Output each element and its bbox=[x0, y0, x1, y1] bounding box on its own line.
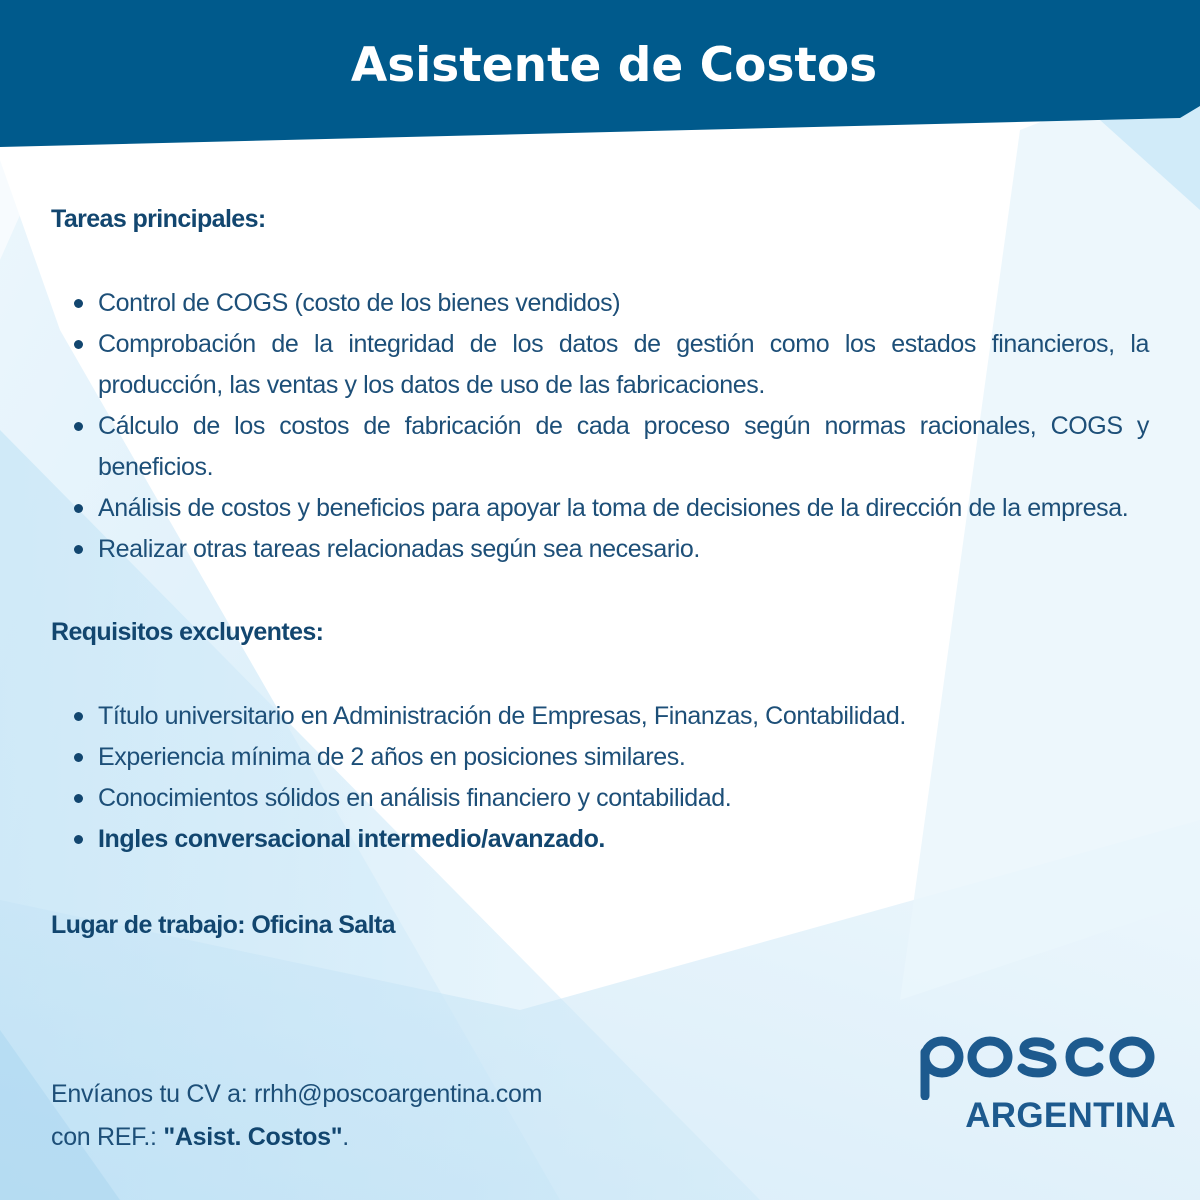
contact-email-line: Envíanos tu CV a: rrhh@poscoargentina.com bbox=[51, 1080, 543, 1108]
bullet bbox=[74, 422, 83, 431]
list-item: Control de COGS (costo de los bienes vendidos) bbox=[51, 283, 1149, 324]
requirements-list bbox=[51, 696, 1149, 860]
work-location: Lugar de trabajo: Oficina Salta bbox=[51, 911, 395, 939]
bullet bbox=[74, 753, 83, 762]
reference-code: "Asist. Costos" bbox=[163, 1123, 343, 1151]
list-item: Conocimientos sólidos en análisis financiero y contabilidad. bbox=[51, 778, 1149, 819]
reference-line: con REF.: "Asist. Costos". bbox=[51, 1123, 349, 1151]
requirements-heading: Requisitos excluyentes: bbox=[51, 618, 324, 646]
list-item: Cálculo de los costos de fabricación de cada proceso según normas racionales, COGS y beneficios. bbox=[51, 406, 1149, 488]
bullet bbox=[74, 340, 83, 349]
posco-wordmark bbox=[918, 1030, 1178, 1100]
list-item: Análisis de costos y beneficios para apoyar la toma de decisiones de la dirección de la empresa. bbox=[51, 488, 1149, 529]
list-item: Título universitario en Administración de Empresas, Finanzas, Contabilidad. bbox=[51, 696, 1149, 737]
page-title: Asistente de Costos bbox=[350, 38, 878, 93]
bullet bbox=[74, 545, 83, 554]
bullet bbox=[74, 504, 83, 513]
posco-logo bbox=[918, 1030, 1178, 1140]
tasks-heading: Tareas principales: bbox=[51, 205, 266, 233]
bullet bbox=[74, 299, 83, 308]
bullet bbox=[74, 712, 83, 721]
contact-info bbox=[51, 1073, 542, 1159]
bullet bbox=[74, 794, 83, 803]
list-item: Ingles conversacional intermedio/avanzado. bbox=[51, 819, 1149, 860]
list-item: Realizar otras tareas relacionadas según sea necesario. bbox=[51, 529, 1149, 570]
list-item: Experiencia mínima de 2 años en posiciones similares. bbox=[51, 737, 1149, 778]
logo-subtitle: ARGENTINA bbox=[965, 1096, 1176, 1135]
bullet bbox=[74, 835, 83, 844]
list-item: Comprobación de la integridad de los datos de gestión como los estados financieros, la producción, las ventas y los datos de uso de las fabricaciones. bbox=[51, 324, 1149, 406]
tasks-list bbox=[51, 283, 1149, 570]
